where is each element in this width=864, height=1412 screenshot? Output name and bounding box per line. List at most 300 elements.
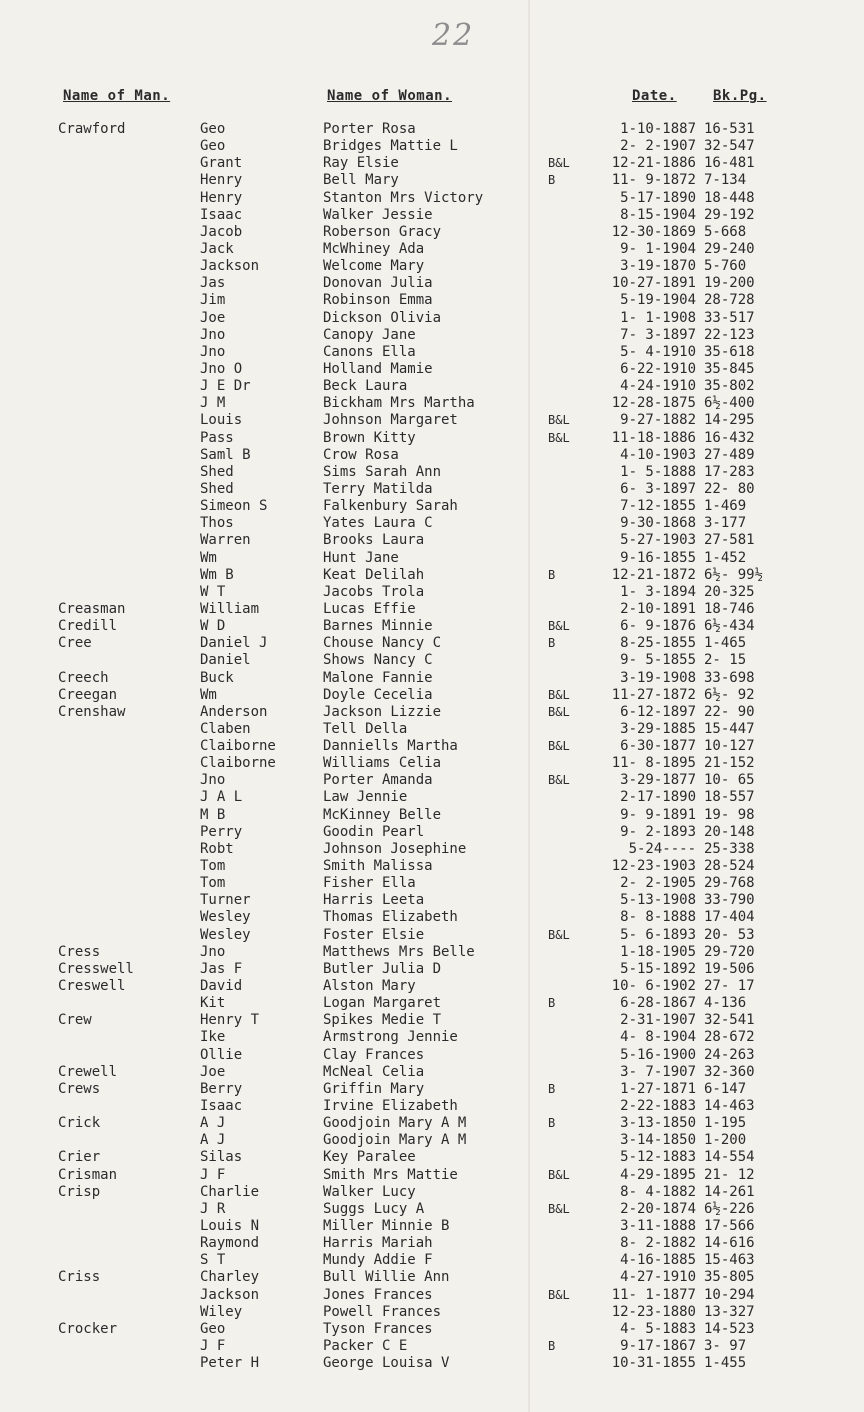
book-page: 1-195 — [704, 1115, 747, 1132]
book-page: 22- 80 — [704, 480, 755, 497]
marriage-date: 2-20-1874 — [620, 1200, 696, 1217]
marriage-date: 3-13-1850 — [620, 1115, 696, 1132]
man-given-name: Jas — [200, 275, 226, 292]
marriage-date: 9- 9-1891 — [620, 806, 696, 823]
marriage-date: 9-16-1855 — [620, 549, 696, 566]
woman-name: Harris Leeta — [323, 892, 425, 909]
record-row — [0, 670, 864, 687]
book-page: 6½-400 — [704, 395, 755, 412]
record-note: B&L — [548, 156, 570, 171]
book-page: 2- 15 — [704, 652, 747, 669]
marriage-date: 9-17-1867 — [620, 1337, 696, 1354]
record-row — [0, 464, 864, 481]
book-page: 14-261 — [704, 1183, 755, 1200]
man-surname: Crenshaw — [58, 703, 126, 720]
marriage-date: 8- 8-1888 — [620, 909, 696, 926]
woman-name: Armstrong Jennie — [323, 1029, 458, 1046]
man-given-name: William — [200, 600, 260, 617]
woman-name: Sims Sarah Ann — [323, 463, 442, 480]
record-row — [0, 567, 864, 584]
woman-name: Porter Amanda — [323, 772, 433, 789]
book-page: 18-448 — [704, 189, 755, 206]
record-row — [0, 430, 864, 447]
woman-name: Griffin Mary — [323, 1080, 425, 1097]
record-note: B — [548, 1338, 556, 1353]
marriage-date: 12-23-1903 — [611, 858, 696, 875]
record-note: B — [548, 1081, 556, 1096]
man-given-name: Isaac — [200, 206, 243, 223]
book-page: 10-294 — [704, 1286, 755, 1303]
record-row — [0, 258, 864, 275]
man-surname: Crew — [58, 1012, 92, 1029]
marriage-date: 10- 6-1902 — [611, 978, 696, 995]
record-row — [0, 190, 864, 207]
book-page: 20-148 — [704, 823, 755, 840]
woman-name: Matthews Mrs Belle — [323, 943, 475, 960]
woman-name: Donovan Julia — [323, 275, 433, 292]
man-surname: Crocker — [58, 1320, 118, 1337]
woman-name: Walker Jessie — [323, 206, 433, 223]
record-row — [0, 927, 864, 944]
marriage-date: 6-30-1877 — [620, 738, 696, 755]
marriage-date: 12-21-1872 — [611, 566, 696, 583]
marriage-date: 4-27-1910 — [620, 1269, 696, 1286]
woman-name: Butler Julia D — [323, 960, 442, 977]
book-page: 32-360 — [704, 1063, 755, 1080]
man-given-name: Peter H — [200, 1355, 260, 1372]
woman-name: Smith Malissa — [323, 858, 433, 875]
marriage-date: 5- 6-1893 — [620, 926, 696, 943]
book-page: 22- 90 — [704, 703, 755, 720]
record-note: B&L — [548, 1201, 570, 1216]
book-page: 1-465 — [704, 635, 747, 652]
marriage-date: 2-10-1891 — [620, 600, 696, 617]
record-row — [0, 721, 864, 738]
man-given-name: Daniel — [200, 652, 251, 669]
marriage-date: 2-22-1883 — [620, 1098, 696, 1115]
record-row — [0, 412, 864, 429]
book-page: 18-746 — [704, 600, 755, 617]
marriage-date: 6- 3-1897 — [620, 480, 696, 497]
record-row — [0, 1304, 864, 1321]
book-page: 28-672 — [704, 1029, 755, 1046]
book-page: 21- 12 — [704, 1166, 755, 1183]
man-surname: Creswell — [58, 978, 126, 995]
man-given-name: M B — [200, 806, 226, 823]
man-surname: Crier — [58, 1149, 101, 1166]
woman-name: Canopy Jane — [323, 326, 416, 343]
marriage-date: 5-13-1908 — [620, 892, 696, 909]
woman-name: Suggs Lucy A — [323, 1200, 425, 1217]
woman-name: Shows Nancy C — [323, 652, 433, 669]
marriage-records-list — [0, 121, 864, 1372]
record-row — [0, 1287, 864, 1304]
book-page: 19-200 — [704, 275, 755, 292]
man-given-name: Shed — [200, 463, 234, 480]
marriage-date: 5-17-1890 — [620, 189, 696, 206]
woman-name: Goodin Pearl — [323, 823, 425, 840]
man-given-name: Claben — [200, 720, 251, 737]
man-given-name: Silas — [200, 1149, 243, 1166]
book-page: 1-452 — [704, 549, 747, 566]
man-given-name: Tom — [200, 875, 226, 892]
man-given-name: Anderson — [200, 703, 268, 720]
marriage-date: 5-16-1900 — [620, 1046, 696, 1063]
record-row — [0, 789, 864, 806]
woman-name: Clay Frances — [323, 1046, 425, 1063]
marriage-date: 8- 4-1882 — [620, 1183, 696, 1200]
marriage-date: 4-24-1910 — [620, 378, 696, 395]
man-given-name: Ike — [200, 1029, 226, 1046]
man-given-name: Jno — [200, 772, 226, 789]
book-page: 6½- 92 — [704, 686, 755, 703]
record-row — [0, 858, 864, 875]
book-page: 14-616 — [704, 1235, 755, 1252]
man-given-name: Geo — [200, 138, 226, 155]
marriage-date: 9- 2-1893 — [620, 823, 696, 840]
marriage-date: 3-19-1870 — [620, 258, 696, 275]
man-given-name: Louis N — [200, 1218, 260, 1234]
man-given-name: J E Dr — [200, 378, 251, 395]
book-page: 3-177 — [704, 515, 747, 532]
marriage-date: 11-27-1872 — [611, 686, 696, 703]
record-row — [0, 121, 864, 138]
woman-name: George Louisa V — [323, 1355, 450, 1372]
book-page: 14-295 — [704, 412, 755, 429]
man-surname: Crews — [58, 1080, 101, 1097]
record-row — [0, 1321, 864, 1338]
marriage-date: 5-15-1892 — [620, 960, 696, 977]
marriage-date: 1-10-1887 — [620, 121, 696, 137]
man-given-name: Joe — [200, 1063, 226, 1080]
record-row — [0, 1235, 864, 1252]
marriage-date: 4-10-1903 — [620, 446, 696, 463]
woman-name: Bell Mary — [323, 172, 399, 189]
marriage-date: 8-15-1904 — [620, 206, 696, 223]
record-row — [0, 995, 864, 1012]
woman-name: Bridges Mattie L — [323, 138, 458, 155]
woman-name: Dickson Olivia — [323, 309, 442, 326]
man-given-name: W T — [200, 583, 226, 600]
record-note: B&L — [548, 619, 570, 634]
header-date: Date. — [632, 88, 677, 104]
woman-name: Mundy Addie F — [323, 1252, 433, 1269]
man-given-name: A J — [200, 1132, 226, 1149]
man-given-name: W D — [200, 618, 226, 635]
book-page: 17-283 — [704, 463, 755, 480]
book-page: 13-327 — [704, 1303, 755, 1320]
book-page: 21-152 — [704, 755, 755, 772]
woman-name: Brown Kitty — [323, 429, 416, 446]
book-page: 3- 97 — [704, 1337, 747, 1354]
man-given-name: David — [200, 978, 243, 995]
book-page: 10- 65 — [704, 772, 755, 789]
woman-name: Jones Frances — [323, 1286, 433, 1303]
record-note: B&L — [548, 739, 570, 754]
record-row — [0, 1218, 864, 1235]
record-note: B&L — [548, 430, 570, 445]
man-surname: Cress — [58, 943, 101, 960]
record-note: B — [548, 173, 556, 188]
man-surname: Crisman — [58, 1166, 118, 1183]
book-page: 20-325 — [704, 583, 755, 600]
book-page: 18-557 — [704, 789, 755, 806]
man-given-name: J A L — [200, 789, 243, 806]
man-given-name: Perry — [200, 823, 243, 840]
man-given-name: Wm — [200, 686, 217, 703]
record-row — [0, 292, 864, 309]
man-given-name: Jno O — [200, 360, 243, 377]
book-page: 27-581 — [704, 532, 755, 549]
woman-name: Law Jennie — [323, 789, 408, 806]
marriage-date: 5-24---- — [628, 840, 696, 857]
record-note: B — [548, 567, 556, 582]
marriage-date: 1- 1-1908 — [620, 309, 696, 326]
woman-name: Chouse Nancy C — [323, 635, 442, 652]
marriage-date: 1- 5-1888 — [620, 463, 696, 480]
marriage-date: 6-22-1910 — [620, 360, 696, 377]
man-given-name: Wm B — [200, 566, 234, 583]
marriage-date: 11- 8-1895 — [611, 755, 696, 772]
marriage-date: 9- 1-1904 — [620, 240, 696, 257]
marriage-date: 11- 1-1877 — [611, 1286, 696, 1303]
marriage-date: 9-30-1868 — [620, 515, 696, 532]
book-page: 27-489 — [704, 446, 755, 463]
man-given-name: Henry — [200, 172, 243, 189]
marriage-date: 2-31-1907 — [620, 1012, 696, 1029]
record-note: B&L — [548, 1287, 570, 1302]
marriage-date: 8-25-1855 — [620, 635, 696, 652]
book-page: 27- 17 — [704, 978, 755, 995]
record-note: B&L — [548, 927, 570, 942]
woman-name: Crow Rosa — [323, 446, 399, 463]
book-page: 17-566 — [704, 1218, 755, 1234]
man-given-name: J F — [200, 1337, 226, 1354]
woman-name: Stanton Mrs Victory — [323, 189, 484, 206]
woman-name: Porter Rosa — [323, 121, 416, 137]
record-row — [0, 807, 864, 824]
man-given-name: Henry T — [200, 1012, 260, 1029]
marriage-date: 2- 2-1905 — [620, 875, 696, 892]
woman-name: Bickham Mrs Martha — [323, 395, 475, 412]
book-page: 6½-434 — [704, 618, 755, 635]
marriage-date: 12-21-1886 — [611, 155, 696, 172]
man-given-name: Claiborne — [200, 755, 276, 772]
woman-name: Foster Elsie — [323, 926, 425, 943]
woman-name: Terry Matilda — [323, 480, 433, 497]
record-row — [0, 207, 864, 224]
marriage-date: 4- 8-1904 — [620, 1029, 696, 1046]
man-surname: Credill — [58, 618, 118, 635]
record-note: B&L — [548, 687, 570, 702]
record-row — [0, 378, 864, 395]
record-note: B&L — [548, 773, 570, 788]
record-row — [0, 1115, 864, 1132]
marriage-date: 4-29-1895 — [620, 1166, 696, 1183]
record-row — [0, 1201, 864, 1218]
marriage-date: 6-12-1897 — [620, 703, 696, 720]
record-note: B — [548, 1116, 556, 1131]
woman-name: Bull Willie Ann — [323, 1269, 450, 1286]
marriage-date: 3-14-1850 — [620, 1132, 696, 1149]
record-row — [0, 755, 864, 772]
man-given-name: J M — [200, 395, 226, 412]
header-book-page: Bk.Pg. — [713, 88, 767, 104]
woman-name: McWhiney Ada — [323, 240, 425, 257]
book-page: 6½-226 — [704, 1200, 755, 1217]
record-row — [0, 395, 864, 412]
woman-name: Johnson Margaret — [323, 412, 458, 429]
header-name-of-man: Name of Man. — [63, 88, 171, 104]
woman-name: Ray Elsie — [323, 155, 399, 172]
marriage-date: 1- 3-1894 — [620, 583, 696, 600]
record-row — [0, 772, 864, 789]
marriage-date: 2- 2-1907 — [620, 138, 696, 155]
marriage-date: 1-27-1871 — [620, 1080, 696, 1097]
man-given-name: Kit — [200, 995, 226, 1012]
record-note: B&L — [548, 413, 570, 428]
man-given-name: Berry — [200, 1080, 243, 1097]
man-given-name: Henry — [200, 189, 243, 206]
book-page: 25-338 — [704, 840, 755, 857]
book-page: 35-618 — [704, 343, 755, 360]
record-row — [0, 961, 864, 978]
record-row — [0, 944, 864, 961]
man-given-name: Simeon S — [200, 498, 268, 515]
man-given-name: Tom — [200, 858, 226, 875]
record-row — [0, 532, 864, 549]
woman-name: Lucas Effie — [323, 600, 416, 617]
woman-name: Malone Fannie — [323, 669, 433, 686]
record-note: B&L — [548, 1167, 570, 1182]
man-given-name: Jno — [200, 943, 226, 960]
marriage-date: 11- 9-1872 — [611, 172, 696, 189]
man-surname: Crewell — [58, 1063, 118, 1080]
record-row — [0, 224, 864, 241]
book-page: 10-127 — [704, 738, 755, 755]
record-row — [0, 1098, 864, 1115]
record-row — [0, 875, 864, 892]
record-row — [0, 1029, 864, 1046]
record-row — [0, 344, 864, 361]
man-given-name: Turner — [200, 892, 251, 909]
marriage-date: 12-28-1875 — [611, 395, 696, 412]
record-row — [0, 447, 864, 464]
record-row — [0, 1149, 864, 1166]
record-row — [0, 481, 864, 498]
man-given-name: Jno — [200, 343, 226, 360]
record-row — [0, 550, 864, 567]
woman-name: Key Paralee — [323, 1149, 416, 1166]
man-given-name: S T — [200, 1252, 226, 1269]
woman-name: Alston Mary — [323, 978, 416, 995]
record-row — [0, 584, 864, 601]
man-given-name: Grant — [200, 155, 243, 172]
woman-name: Yates Laura C — [323, 515, 433, 532]
man-given-name: Saml B — [200, 446, 251, 463]
woman-name: Logan Margaret — [323, 995, 442, 1012]
record-row — [0, 241, 864, 258]
marriage-date: 3-29-1877 — [620, 772, 696, 789]
record-row — [0, 704, 864, 721]
record-row — [0, 1047, 864, 1064]
book-page: 29-192 — [704, 206, 755, 223]
record-row — [0, 1012, 864, 1029]
woman-name: Miller Minnie B — [323, 1218, 450, 1234]
book-page: 29-240 — [704, 240, 755, 257]
woman-name: Harris Mariah — [323, 1235, 433, 1252]
book-page: 28-524 — [704, 858, 755, 875]
record-row — [0, 1269, 864, 1286]
man-surname: Creech — [58, 669, 109, 686]
marriage-date: 9- 5-1855 — [620, 652, 696, 669]
book-page: 7-134 — [704, 172, 747, 189]
record-note: B — [548, 636, 556, 651]
header-name-of-woman: Name of Woman. — [327, 88, 453, 104]
book-page: 20- 53 — [704, 926, 755, 943]
record-row — [0, 1132, 864, 1149]
record-row — [0, 327, 864, 344]
record-row — [0, 515, 864, 532]
marriage-date: 7-12-1855 — [620, 498, 696, 515]
man-given-name: Wesley — [200, 926, 251, 943]
book-page: 33-698 — [704, 669, 755, 686]
marriage-date: 3- 7-1907 — [620, 1063, 696, 1080]
woman-name: Jacobs Trola — [323, 583, 425, 600]
book-page: 19- 98 — [704, 806, 755, 823]
book-page: 17-404 — [704, 909, 755, 926]
book-page: 5-668 — [704, 223, 747, 240]
record-row — [0, 361, 864, 378]
marriage-date: 5-12-1883 — [620, 1149, 696, 1166]
man-given-name: Buck — [200, 669, 234, 686]
man-given-name: Warren — [200, 532, 251, 549]
marriage-date: 12-23-1880 — [611, 1303, 696, 1320]
woman-name: Brooks Laura — [323, 532, 425, 549]
book-page: 1-469 — [704, 498, 747, 515]
marriage-date: 10-27-1891 — [611, 275, 696, 292]
book-page: 28-728 — [704, 292, 755, 309]
man-given-name: Jackson — [200, 1286, 260, 1303]
man-given-name: Ollie — [200, 1046, 243, 1063]
record-row — [0, 498, 864, 515]
marriage-date: 3-19-1908 — [620, 669, 696, 686]
record-row — [0, 155, 864, 172]
woman-name: Smith Mrs Mattie — [323, 1166, 458, 1183]
woman-name: Hunt Jane — [323, 549, 399, 566]
record-row — [0, 909, 864, 926]
page-number: 22 — [432, 18, 475, 53]
man-surname: Cree — [58, 635, 92, 652]
man-given-name: Wiley — [200, 1303, 243, 1320]
man-surname: Creegan — [58, 686, 118, 703]
book-page: 19-506 — [704, 960, 755, 977]
man-given-name: Charlie — [200, 1183, 260, 1200]
marriage-date: 9-27-1882 — [620, 412, 696, 429]
marriage-date: 11-18-1886 — [611, 429, 696, 446]
woman-name: Williams Celia — [323, 755, 442, 772]
record-row — [0, 841, 864, 858]
woman-name: Robinson Emma — [323, 292, 433, 309]
book-page: 29-768 — [704, 875, 755, 892]
marriage-date: 4-16-1885 — [620, 1252, 696, 1269]
woman-name: Barnes Minnie — [323, 618, 433, 635]
record-row — [0, 1184, 864, 1201]
marriage-date: 8- 2-1882 — [620, 1235, 696, 1252]
woman-name: Welcome Mary — [323, 258, 425, 275]
book-page: 16-531 — [704, 121, 755, 137]
woman-name: Irvine Elizabeth — [323, 1098, 458, 1115]
